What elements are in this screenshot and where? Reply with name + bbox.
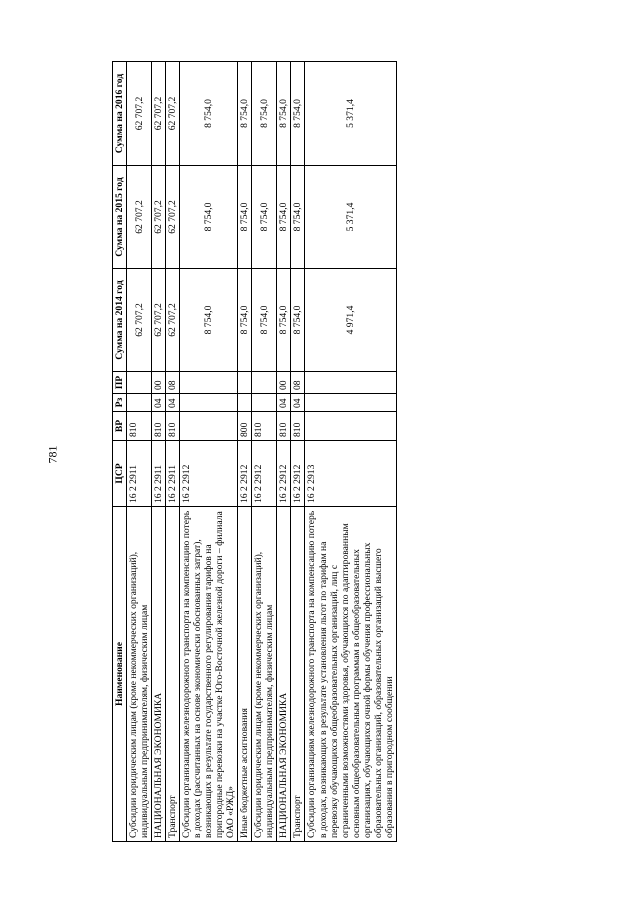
table-row xyxy=(238,62,252,842)
budget-table xyxy=(112,61,397,842)
cell-name: Субсидии организациям железнодорожного транспорта на компенсацию потерь в доходах (рассчитанных на основе экономически обоснованных затрат), возникающих в результате государственного регулирования тарифов на пригородные перевозки на участке Юго-Восточной железной дороги – филиала ОАО «РЖД» xyxy=(180,507,238,842)
header-pr: ПР xyxy=(113,372,127,394)
header-vr: ВР xyxy=(113,412,127,441)
cell-sum-2016: 5 371,4 xyxy=(305,62,396,166)
cell-sum-2014: 62 707,2 xyxy=(152,269,166,372)
cell-csr: 16 2 2912 xyxy=(180,441,238,507)
cell-rz xyxy=(127,394,152,412)
header-name: Наименование xyxy=(113,507,127,842)
cell-sum-2016: 8 754,0 xyxy=(180,62,238,166)
header-sum-2015: Сумма на 2015 год xyxy=(113,166,127,269)
cell-sum-2016: 62 707,2 xyxy=(152,62,166,166)
table-row xyxy=(252,62,277,842)
cell-pr: 00 xyxy=(277,372,291,394)
cell-sum-2015: 62 707,2 xyxy=(166,166,180,269)
cell-rz xyxy=(252,394,277,412)
cell-vr xyxy=(180,412,238,441)
cell-sum-2014: 4 971,4 xyxy=(305,269,396,372)
table-row xyxy=(277,62,291,842)
cell-csr: 16 2 2911 xyxy=(166,441,180,507)
header-sum-2014: Сумма на 2014 год xyxy=(113,269,127,372)
cell-sum-2014: 8 754,0 xyxy=(180,269,238,372)
cell-name: Субсидии юридическим лицам (кроме некоммерческих организаций), индивидуальным предпринимателям, физическим лицам xyxy=(252,507,277,842)
table-row xyxy=(127,62,152,842)
table-header-row xyxy=(113,62,127,842)
cell-csr: 16 2 2911 xyxy=(152,441,166,507)
table-row xyxy=(305,62,396,842)
cell-name: НАЦИОНАЛЬНАЯ ЭКОНОМИКА xyxy=(277,507,291,842)
cell-sum-2014: 8 754,0 xyxy=(291,269,305,372)
cell-csr: 16 2 2912 xyxy=(238,441,252,507)
cell-sum-2016: 62 707,2 xyxy=(127,62,152,166)
cell-pr: 08 xyxy=(291,372,305,394)
table-row xyxy=(152,62,166,842)
cell-name: Субсидии юридическим лицам (кроме некоммерческих организаций), индивидуальным предпринимателям, физическим лицам xyxy=(127,507,152,842)
cell-pr xyxy=(127,372,152,394)
cell-pr xyxy=(180,372,238,394)
cell-sum-2014: 8 754,0 xyxy=(238,269,252,372)
cell-vr: 810 xyxy=(152,412,166,441)
cell-rz: 04 xyxy=(152,394,166,412)
header-sum-2016: Сумма на 2016 год xyxy=(113,62,127,166)
cell-pr xyxy=(305,372,396,394)
table-row xyxy=(166,62,180,842)
cell-vr: 800 xyxy=(238,412,252,441)
cell-sum-2015: 8 754,0 xyxy=(238,166,252,269)
cell-csr: 16 2 2912 xyxy=(277,441,291,507)
cell-sum-2015: 8 754,0 xyxy=(180,166,238,269)
table-row xyxy=(291,62,305,842)
cell-rz: 04 xyxy=(291,394,305,412)
cell-sum-2015: 62 707,2 xyxy=(152,166,166,269)
cell-sum-2015: 8 754,0 xyxy=(277,166,291,269)
header-csr: ЦСР xyxy=(113,441,127,507)
cell-sum-2016: 8 754,0 xyxy=(277,62,291,166)
cell-sum-2016: 8 754,0 xyxy=(238,62,252,166)
cell-pr: 00 xyxy=(152,372,166,394)
cell-csr: 16 2 2913 xyxy=(305,441,396,507)
header-rz: Рз xyxy=(113,394,127,412)
cell-vr xyxy=(305,412,396,441)
cell-rz xyxy=(180,394,238,412)
cell-vr: 810 xyxy=(252,412,277,441)
page-number: 781 xyxy=(45,445,60,464)
cell-sum-2014: 8 754,0 xyxy=(277,269,291,372)
table-row xyxy=(180,62,238,842)
cell-vr: 810 xyxy=(291,412,305,441)
cell-vr: 810 xyxy=(127,412,152,441)
cell-name: НАЦИОНАЛЬНАЯ ЭКОНОМИКА xyxy=(152,507,166,842)
cell-rz: 04 xyxy=(166,394,180,412)
cell-pr xyxy=(252,372,277,394)
cell-sum-2016: 62 707,2 xyxy=(166,62,180,166)
cell-name: Субсидии организациям железнодорожного транспорта на компенсацию потерь в доходах, возникающих в результате установления льгот по тарифам на перевозку обучающихся общеобразовательных организаций, лиц с ограниченными возможностями здоровья, обучающихся по адаптированным основным общеобразовательным программам в общеобразовательных организациях, обучающихся очной формы обучения профессиональных образовательных организаций, образовательных организаций высшего образования в пригородном сообщении xyxy=(305,507,396,842)
cell-sum-2015: 8 754,0 xyxy=(252,166,277,269)
cell-sum-2014: 62 707,2 xyxy=(166,269,180,372)
cell-rz: 04 xyxy=(277,394,291,412)
cell-pr: 08 xyxy=(166,372,180,394)
cell-sum-2016: 8 754,0 xyxy=(252,62,277,166)
cell-csr: 16 2 2912 xyxy=(291,441,305,507)
rotated-table-content xyxy=(112,62,552,842)
cell-rz xyxy=(238,394,252,412)
cell-sum-2016: 8 754,0 xyxy=(291,62,305,166)
rotated-table-wrapper xyxy=(112,62,552,842)
cell-vr: 810 xyxy=(277,412,291,441)
cell-pr xyxy=(238,372,252,394)
cell-sum-2015: 8 754,0 xyxy=(291,166,305,269)
cell-sum-2015: 62 707,2 xyxy=(127,166,152,269)
cell-sum-2015: 5 371,4 xyxy=(305,166,396,269)
cell-vr: 810 xyxy=(166,412,180,441)
cell-csr: 16 2 2912 xyxy=(252,441,277,507)
cell-sum-2014: 8 754,0 xyxy=(252,269,277,372)
cell-rz xyxy=(305,394,396,412)
cell-name: Иные бюджетные ассигнования xyxy=(238,507,252,842)
cell-sum-2014: 62 707,2 xyxy=(127,269,152,372)
cell-name: Транспорт xyxy=(291,507,305,842)
cell-csr: 16 2 2911 xyxy=(127,441,152,507)
cell-name: Транспорт xyxy=(166,507,180,842)
